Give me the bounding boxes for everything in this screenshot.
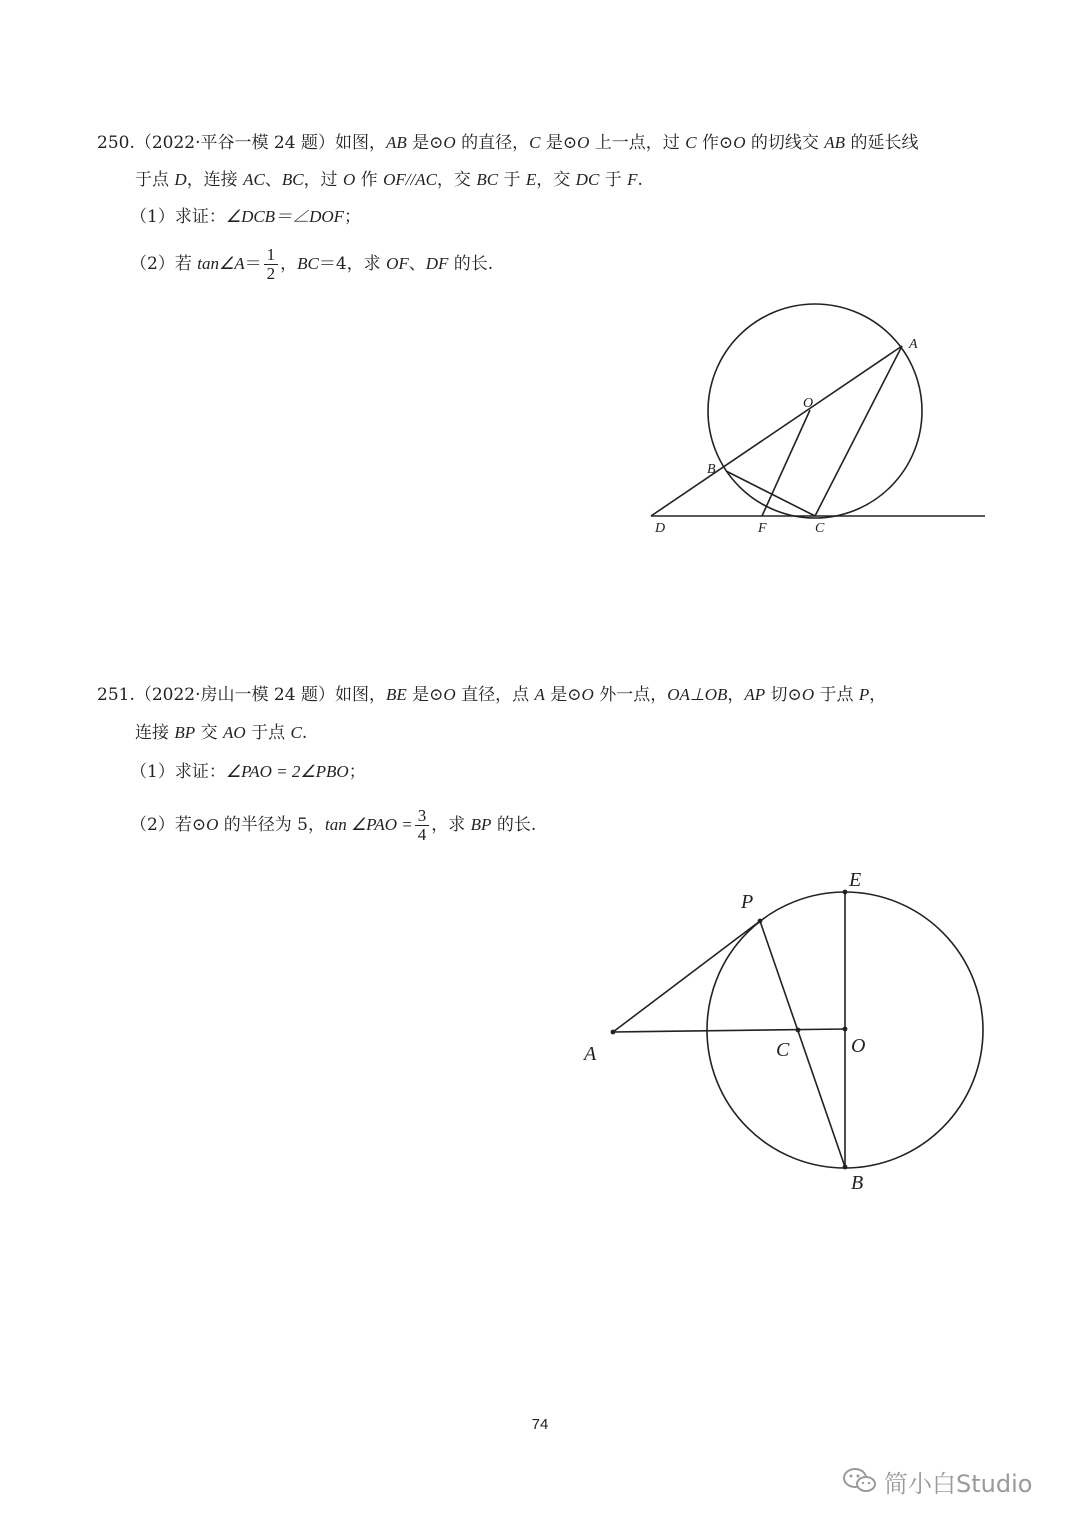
q251-part-1: （1）求证：∠PAO = 2∠PBO；	[130, 762, 366, 782]
q251-line-1: 251.（2022·房山一模 24 题）如图，BE 是⊙O 直径，点 A 是⊙O 外一点，OA⊥OB，AP 切⊙O 于点 P，	[97, 685, 887, 705]
q251-point-O	[843, 1027, 848, 1032]
q250-part-1: （1）求证：∠DCB＝∠DOF；	[130, 207, 362, 227]
q250-label-C: C	[815, 521, 825, 536]
q250-label-D: D	[655, 521, 666, 536]
q251-label-B: B	[851, 1172, 864, 1194]
q251-point-A	[611, 1030, 616, 1035]
q250-part-2: （2）若 tan∠A＝ $\frac{1}{2}$ ，BC＝4，求 OF、DF 的长.	[130, 245, 494, 283]
q250-label-O: O	[803, 396, 814, 411]
q250-line-1: 250.（2022·平谷一模 24 题）如图，AB 是⊙O 的直径，C 是⊙O 上一点，过 C 作⊙O 的切线交 AB 的延长线	[97, 133, 919, 153]
q250-line-2: 于点 D，连接 AC、BC，过 O 作 OF//AC，交 BC 于 E，交 DC 于 F.	[135, 170, 643, 190]
q251-part-2: （2）若⊙O 的半径为 5，tan ∠PAO = $\frac{3}{4}$ ，求 BP 的长.	[130, 806, 537, 844]
q251-point-P	[758, 919, 763, 924]
q251-point-E	[843, 890, 848, 895]
q251-point-B	[843, 1165, 848, 1170]
wechat-icon	[840, 1464, 880, 1496]
q251-segment-AO	[613, 1029, 845, 1032]
q251-point-C	[796, 1028, 801, 1033]
watermark	[840, 1464, 1055, 1496]
q251-segment-PB	[760, 921, 845, 1167]
page-number: 74	[531, 1416, 549, 1433]
q251-label-A: A	[584, 1043, 597, 1065]
q250-label-F: F	[758, 521, 767, 536]
q250-label-A: A	[909, 337, 918, 352]
q251-label-P: P	[741, 891, 754, 913]
q251-label-E: E	[849, 869, 862, 891]
q250-label-B: B	[707, 462, 716, 477]
fraction-three-quarters: $\frac{3}{4}$	[415, 807, 430, 844]
q251-label-O: O	[851, 1035, 866, 1057]
q251-line-2: 连接 BP 交 AO 于点 C.	[135, 723, 308, 743]
fraction-one-half: $\frac{1}{2}$	[264, 246, 279, 283]
q251-label-C: C	[776, 1039, 790, 1061]
watermark-text: 简小白Studio	[884, 1470, 1033, 1498]
q251-tangent-AP	[613, 921, 760, 1032]
